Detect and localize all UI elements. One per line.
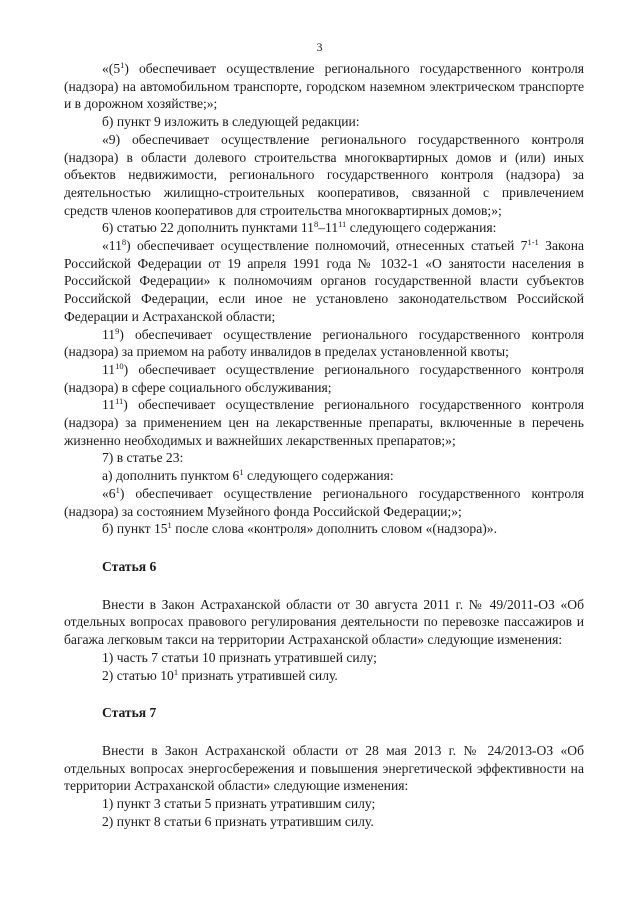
text-run: 11: [102, 397, 116, 413]
text-run: ) обеспечивает осуществление регионального государственного контроля (надзора) в сфере социального обслуживания;: [64, 361, 584, 395]
text-run: 1) пункт 3 статьи 5 признать утратившим силу;: [102, 796, 376, 812]
article5-paragraph: [64, 396, 584, 449]
text-run: б) пункт 15: [102, 521, 168, 537]
text-run: 2) статью 10: [102, 667, 174, 683]
page-number: 3: [316, 40, 323, 54]
article7-paragraph: [64, 795, 584, 813]
superscript: 8: [313, 219, 319, 230]
superscript: 11: [338, 219, 347, 230]
article5-paragraph: [64, 467, 584, 485]
article5-paragraph: [64, 485, 584, 520]
text-run: ) обеспечивает осуществление регионального государственного контроля (надзора) за применением цен на лекарственные препараты, включенные в перечень жизненно необходимых и важнейших лекарственных препаратов;»;: [64, 397, 584, 448]
superscript: 1: [115, 484, 120, 495]
article5-continuation: [64, 60, 584, 538]
text-run: «6: [102, 485, 116, 501]
text-run: ) обеспечивает осуществление полномочий, отнесенных статьей 7: [126, 238, 528, 254]
article6-paragraph: [64, 596, 584, 649]
text-run: 7) в статье 23:: [102, 450, 184, 466]
text-run: после слова «контроля» дополнить словом «(надзора)».: [171, 521, 497, 537]
text-run: –11: [318, 220, 339, 236]
text-run: 11: [102, 361, 116, 377]
article7-paragraph: [64, 813, 584, 831]
superscript: 1: [239, 467, 244, 478]
superscript: 9: [115, 325, 120, 336]
superscript: 1: [120, 60, 125, 70]
text-run: «11: [102, 238, 122, 254]
article5-paragraph: [64, 361, 584, 396]
article6-paragraph: [64, 667, 584, 685]
text-run: ) обеспечивает осуществление регионального государственного контроля (надзора) на автомобильном транспорте, городском наземном электрическом транспорте и в дорожном хозяйстве;»;: [64, 61, 584, 112]
article5-paragraph: [64, 113, 584, 131]
article5-paragraph: [64, 219, 584, 237]
text-run: Внести в Закон Астраханской области от 30 августа 2011 г. № 49/2011-ОЗ «Об отдельных вопросах правового регулирования деятельности по перевозке пассажиров и багажа легковым такси на территории Астраханской области» следующие изменения:: [64, 596, 584, 648]
article5-paragraph: [64, 449, 584, 467]
text-run: Закона Российской Федерации от 19 апреля 1991 года № 1032-1 «О занятости населения в Российской Федерации» к полномочиям органов государственной власти субъектов Российской Федерации, если иное не установлено законодательством Российской Федерации и Астраханской области;: [64, 238, 585, 324]
text-run: 11: [102, 326, 116, 342]
superscript: 8: [121, 237, 127, 248]
article5-paragraph: [64, 520, 584, 538]
text-run: а) дополнить пунктом 6: [102, 468, 240, 484]
text-run: 2) пункт 8 статьи 6 признать утратившим силу.: [102, 813, 374, 829]
article5-paragraph: [64, 237, 584, 326]
article7-heading: Статья 7: [102, 705, 157, 721]
article5-paragraph: [64, 131, 584, 220]
superscript: 1: [167, 520, 172, 531]
superscript: 11: [115, 396, 124, 407]
superscript: 1: [173, 666, 179, 677]
text-run: ) обеспечивает осуществление регионального государственного контроля (надзора) за приемом на работу инвалидов в пределах установленной квоты;: [64, 326, 584, 360]
article7-paragraph: [64, 742, 584, 795]
article6-body: [64, 596, 584, 685]
text-run: «9) обеспечивает осуществление регионального государственного контроля (надзора) в области долевого строительства многоквартирных домов и (или) иных объектов недвижимости, регионального государственного контроля (надзора) за деятельностью жилищно-строительных кооперативов, связанной с привлечением средств членов кооперативов для строительства многоквартирных домов;»;: [64, 131, 584, 218]
document-body: [64, 60, 584, 830]
text-run: признать утратившей силу.: [178, 667, 338, 683]
text-run: 1) часть 7 статьи 10 признать утратившей силу;: [102, 649, 377, 665]
text-run: Внести в Закон Астраханской области от 28 мая 2013 г. № 24/2013-ОЗ «Об отдельных вопросах энергосбережения и повышения энергетической эффективности на территории Астраханской области» следующие изменения:: [64, 742, 584, 794]
text-run: следующего содержания:: [346, 220, 497, 236]
article6-heading: Статья 6: [102, 558, 157, 574]
superscript: 10: [115, 360, 124, 371]
text-run: 6) статью 22 дополнить пунктами 11: [102, 220, 314, 236]
text-run: ) обеспечивает осуществление регионального государственного контроля (надзора) за состоянием Музейного фонда Российской Федерации;»;: [64, 485, 584, 519]
text-run: следующего содержания:: [243, 468, 394, 484]
text-run: б) пункт 9 изложить в следующей редакции:: [102, 114, 360, 130]
article5-paragraph: [64, 326, 584, 361]
article5-paragraph: [64, 60, 584, 113]
article6-paragraph: [64, 649, 584, 667]
article7-body: [64, 742, 584, 831]
superscript: 1-1: [527, 237, 539, 248]
text-run: «(5: [102, 61, 121, 76]
